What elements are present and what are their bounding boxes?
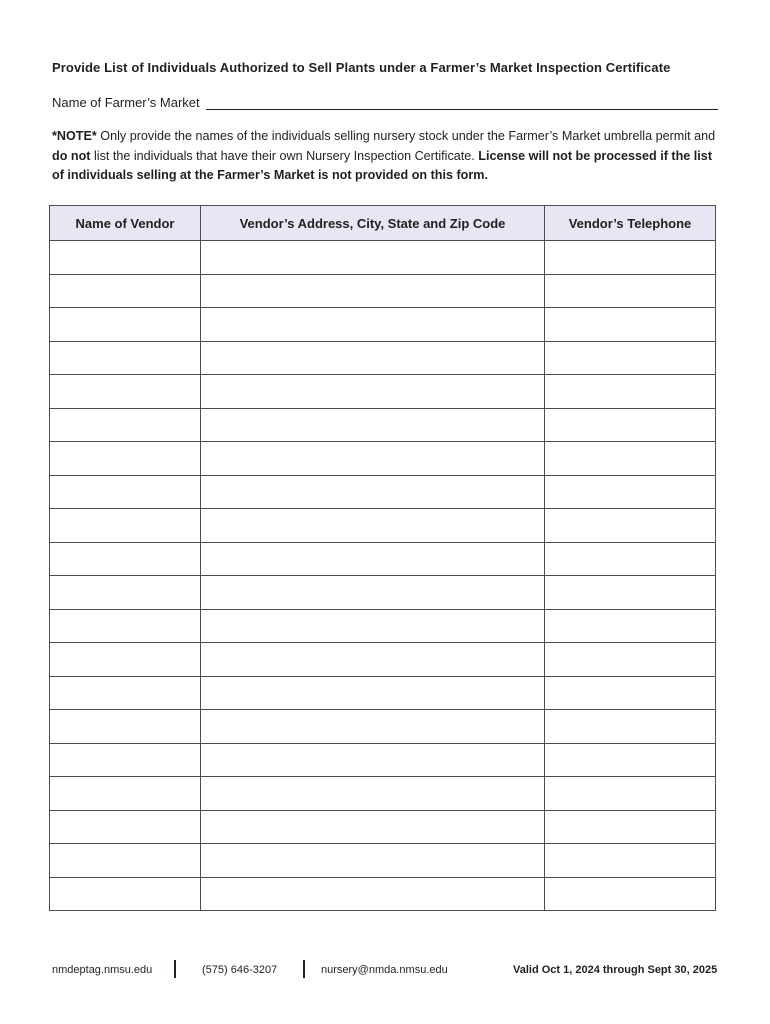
vendor-name-cell[interactable]	[50, 743, 201, 777]
vendor-name-cell[interactable]	[50, 676, 201, 710]
table-row	[50, 509, 716, 543]
vendor-telephone-cell[interactable]	[545, 609, 716, 643]
vendor-address-cell[interactable]	[201, 576, 545, 610]
footer-divider	[174, 960, 176, 978]
vendor-address-cell[interactable]	[201, 542, 545, 576]
vendor-telephone-cell[interactable]	[545, 542, 716, 576]
table-row	[50, 844, 716, 878]
table-row	[50, 542, 716, 576]
table-row	[50, 408, 716, 442]
vendor-telephone-cell[interactable]	[545, 643, 716, 677]
farmers-market-name-label: Name of Farmer’s Market	[52, 95, 200, 110]
vendor-address-cell[interactable]	[201, 274, 545, 308]
vendor-table	[49, 205, 716, 911]
vendor-telephone-cell[interactable]	[545, 877, 716, 911]
vendor-address-cell[interactable]	[201, 375, 545, 409]
vendor-telephone-cell[interactable]	[545, 710, 716, 744]
header-vendor-telephone: Vendor’s Telephone	[545, 206, 716, 241]
vendor-telephone-cell[interactable]	[545, 375, 716, 409]
vendor-name-cell[interactable]	[50, 710, 201, 744]
vendor-address-cell[interactable]	[201, 609, 545, 643]
vendor-telephone-cell[interactable]	[545, 509, 716, 543]
vendor-telephone-cell[interactable]	[545, 308, 716, 342]
vendor-name-cell[interactable]	[50, 576, 201, 610]
vendor-address-cell[interactable]	[201, 743, 545, 777]
footer-divider	[303, 960, 305, 978]
vendor-address-cell[interactable]	[201, 643, 545, 677]
vendor-address-cell[interactable]	[201, 509, 545, 543]
note-text-2: list the individuals that have their own Nursery Inspection Certificate.	[90, 148, 479, 163]
note-text-1: Only provide the names of the individuals selling nursery stock under the Farmer’s Market umbrella permit and	[96, 129, 716, 143]
vendor-address-cell[interactable]	[201, 877, 545, 911]
table-row	[50, 710, 716, 744]
table-row	[50, 810, 716, 844]
header-vendor-name: Name of Vendor	[50, 206, 201, 241]
table-row	[50, 743, 716, 777]
vendor-name-cell[interactable]	[50, 442, 201, 476]
table-row	[50, 442, 716, 476]
table-row	[50, 877, 716, 911]
vendor-address-cell[interactable]	[201, 308, 545, 342]
vendor-telephone-cell[interactable]	[545, 844, 716, 878]
note-warning: License will not be processed if the list of individuals selling at the Farmer’s Market is not provided on this form.	[52, 148, 713, 182]
vendor-telephone-cell[interactable]	[545, 341, 716, 375]
table-row	[50, 475, 716, 509]
note-prefix: *NOTE*	[52, 129, 97, 143]
table-row	[50, 241, 716, 275]
vendor-address-cell[interactable]	[201, 844, 545, 878]
vendor-telephone-cell[interactable]	[545, 810, 716, 844]
table-row	[50, 676, 716, 710]
vendor-address-cell[interactable]	[201, 241, 545, 275]
footer	[52, 960, 722, 982]
table-row	[50, 274, 716, 308]
note-paragraph	[52, 127, 722, 186]
footer-website[interactable]: nmdeptag.nmsu.edu	[52, 964, 153, 976]
vendor-address-cell[interactable]	[201, 710, 545, 744]
vendor-name-cell[interactable]	[50, 408, 201, 442]
footer-validity: Valid Oct 1, 2024 through Sept 30, 2025	[513, 964, 718, 976]
vendor-telephone-cell[interactable]	[545, 241, 716, 275]
table-row	[50, 643, 716, 677]
vendor-address-cell[interactable]	[201, 810, 545, 844]
vendor-name-cell[interactable]	[50, 274, 201, 308]
footer-email[interactable]: nursery@nmda.nmsu.edu	[321, 964, 448, 976]
table-row	[50, 576, 716, 610]
vendor-telephone-cell[interactable]	[545, 777, 716, 811]
table-row	[50, 375, 716, 409]
vendor-telephone-cell[interactable]	[545, 743, 716, 777]
vendor-name-cell[interactable]	[50, 375, 201, 409]
vendor-address-cell[interactable]	[201, 341, 545, 375]
vendor-name-cell[interactable]	[50, 609, 201, 643]
vendor-name-cell[interactable]	[50, 877, 201, 911]
vendor-telephone-cell[interactable]	[545, 676, 716, 710]
vendor-address-cell[interactable]	[201, 777, 545, 811]
form-title: Provide List of Individuals Authorized to Sell Plants under a Farmer’s Market Inspection Certificate	[52, 60, 671, 75]
vendor-address-cell[interactable]	[201, 408, 545, 442]
vendor-telephone-cell[interactable]	[545, 408, 716, 442]
vendor-name-cell[interactable]	[50, 810, 201, 844]
vendor-name-cell[interactable]	[50, 542, 201, 576]
vendor-table-header	[50, 206, 716, 241]
vendor-name-cell[interactable]	[50, 475, 201, 509]
vendor-name-cell[interactable]	[50, 308, 201, 342]
header-vendor-address: Vendor’s Address, City, State and Zip Code	[201, 206, 545, 241]
vendor-name-cell[interactable]	[50, 643, 201, 677]
vendor-address-cell[interactable]	[201, 676, 545, 710]
table-row	[50, 609, 716, 643]
vendor-telephone-cell[interactable]	[545, 475, 716, 509]
table-row	[50, 777, 716, 811]
table-row	[50, 308, 716, 342]
farmers-market-name-row	[52, 95, 718, 110]
table-row	[50, 341, 716, 375]
vendor-telephone-cell[interactable]	[545, 442, 716, 476]
footer-phone: (575) 646-3207	[202, 964, 278, 976]
vendor-name-cell[interactable]	[50, 509, 201, 543]
note-emphasis: do not	[52, 148, 91, 163]
vendor-telephone-cell[interactable]	[545, 274, 716, 308]
vendor-name-cell[interactable]	[50, 241, 201, 275]
farmers-market-name-field[interactable]	[206, 95, 718, 110]
vendor-telephone-cell[interactable]	[545, 576, 716, 610]
vendor-name-cell[interactable]	[50, 844, 201, 878]
vendor-address-cell[interactable]	[201, 442, 545, 476]
vendor-name-cell[interactable]	[50, 341, 201, 375]
vendor-name-cell[interactable]	[50, 777, 201, 811]
vendor-address-cell[interactable]	[201, 475, 545, 509]
